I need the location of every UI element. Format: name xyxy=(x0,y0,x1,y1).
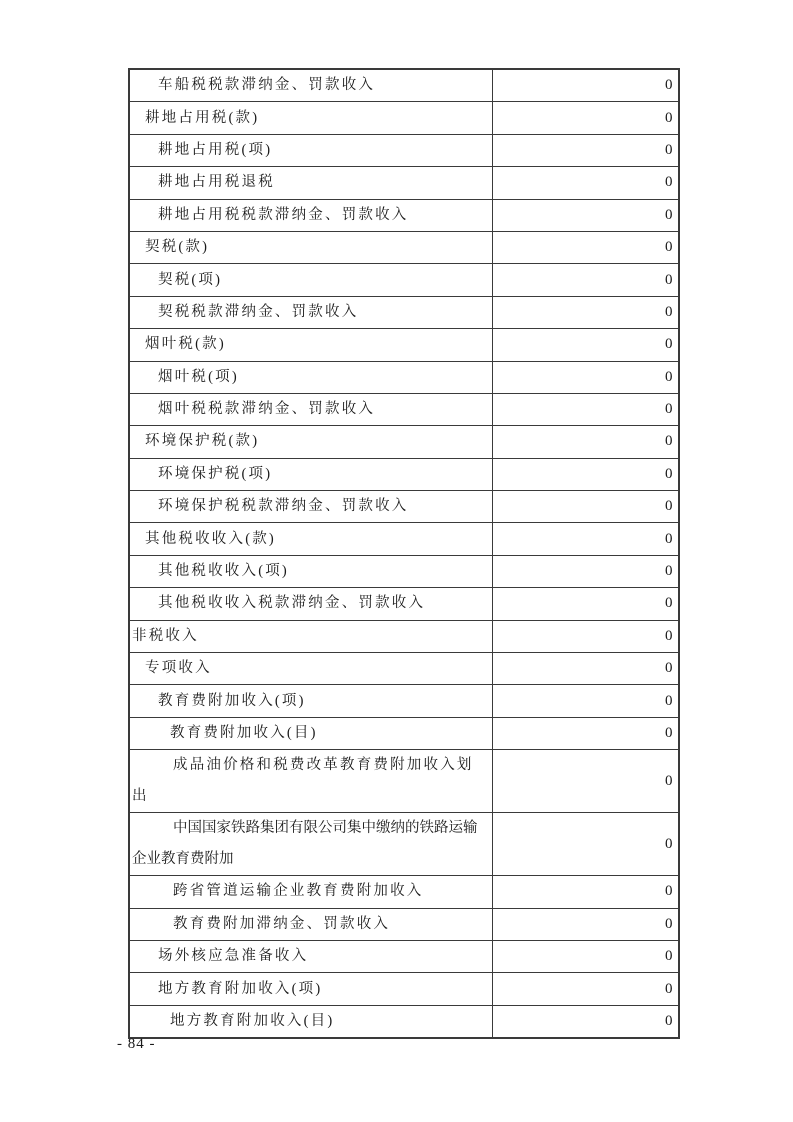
item-value: 0 xyxy=(492,588,679,620)
table-row xyxy=(129,555,679,587)
item-label: 烟叶税(款) xyxy=(129,329,492,361)
table-row xyxy=(129,231,679,263)
table-row xyxy=(129,361,679,393)
item-value: 0 xyxy=(492,69,679,102)
table-row xyxy=(129,296,679,328)
item-label: 专项收入 xyxy=(129,653,492,685)
item-value: 0 xyxy=(492,329,679,361)
table-row xyxy=(129,523,679,555)
table-row xyxy=(129,264,679,296)
budget-table xyxy=(128,68,680,1039)
item-value: 0 xyxy=(492,393,679,425)
table-row xyxy=(129,973,679,1005)
item-value: 0 xyxy=(492,523,679,555)
item-value: 0 xyxy=(492,940,679,972)
item-label: 耕地占用税(项) xyxy=(129,134,492,166)
item-value: 0 xyxy=(492,491,679,523)
item-label: 耕地占用税税款滞纳金、罚款收入 xyxy=(129,199,492,231)
item-value: 0 xyxy=(492,1005,679,1038)
table-row xyxy=(129,167,679,199)
item-label: 耕地占用税(款) xyxy=(129,102,492,134)
item-label: 教育费附加收入(项) xyxy=(129,685,492,717)
item-value: 0 xyxy=(492,426,679,458)
item-value: 0 xyxy=(492,685,679,717)
page-number: - 84 - xyxy=(117,1036,156,1052)
table-row xyxy=(129,653,679,685)
item-value: 0 xyxy=(492,750,679,813)
item-value: 0 xyxy=(492,876,679,908)
table-row xyxy=(129,717,679,749)
item-value: 0 xyxy=(492,555,679,587)
item-label: 环境保护税(款) xyxy=(129,426,492,458)
table-row xyxy=(129,620,679,652)
item-value: 0 xyxy=(492,264,679,296)
table-row xyxy=(129,940,679,972)
table-row xyxy=(129,134,679,166)
item-label: 成品油价格和税费改革教育费附加收入划出 xyxy=(129,750,492,813)
table-row xyxy=(129,1005,679,1038)
table-row xyxy=(129,329,679,361)
item-label: 契税(项) xyxy=(129,264,492,296)
item-value: 0 xyxy=(492,361,679,393)
table-row xyxy=(129,426,679,458)
item-label: 耕地占用税退税 xyxy=(129,167,492,199)
item-value: 0 xyxy=(492,134,679,166)
item-label: 环境保护税税款滞纳金、罚款收入 xyxy=(129,491,492,523)
item-value: 0 xyxy=(492,717,679,749)
item-label: 地方教育附加收入(目) xyxy=(129,1005,492,1038)
budget-table-body xyxy=(129,69,679,1038)
item-value: 0 xyxy=(492,973,679,1005)
table-row xyxy=(129,69,679,102)
item-label: 车船税税款滞纳金、罚款收入 xyxy=(129,69,492,102)
item-label: 环境保护税(项) xyxy=(129,458,492,490)
item-value: 0 xyxy=(492,653,679,685)
item-value: 0 xyxy=(492,231,679,263)
item-label: 中国国家铁路集团有限公司集中缴纳的铁路运输企业教育费附加 xyxy=(129,813,492,876)
table-row xyxy=(129,813,679,876)
item-value: 0 xyxy=(492,620,679,652)
item-value: 0 xyxy=(492,296,679,328)
item-value: 0 xyxy=(492,199,679,231)
table-row xyxy=(129,491,679,523)
table-row xyxy=(129,876,679,908)
table-row xyxy=(129,102,679,134)
table-row xyxy=(129,908,679,940)
item-label: 烟叶税税款滞纳金、罚款收入 xyxy=(129,393,492,425)
table-row xyxy=(129,393,679,425)
table-row xyxy=(129,750,679,813)
item-label: 契税(款) xyxy=(129,231,492,263)
item-value: 0 xyxy=(492,167,679,199)
item-value: 0 xyxy=(492,102,679,134)
item-label: 契税税款滞纳金、罚款收入 xyxy=(129,296,492,328)
table-row xyxy=(129,199,679,231)
item-label: 其他税收收入(款) xyxy=(129,523,492,555)
table-row xyxy=(129,685,679,717)
item-label: 非税收入 xyxy=(129,620,492,652)
item-label: 教育费附加收入(目) xyxy=(129,717,492,749)
item-value: 0 xyxy=(492,458,679,490)
item-label: 教育费附加滞纳金、罚款收入 xyxy=(129,908,492,940)
item-value: 0 xyxy=(492,908,679,940)
item-value: 0 xyxy=(492,813,679,876)
item-label: 场外核应急准备收入 xyxy=(129,940,492,972)
item-label: 跨省管道运输企业教育费附加收入 xyxy=(129,876,492,908)
item-label: 地方教育附加收入(项) xyxy=(129,973,492,1005)
item-label: 其他税收收入(项) xyxy=(129,555,492,587)
table-row xyxy=(129,588,679,620)
item-label: 烟叶税(项) xyxy=(129,361,492,393)
table-row xyxy=(129,458,679,490)
item-label: 其他税收收入税款滞纳金、罚款收入 xyxy=(129,588,492,620)
